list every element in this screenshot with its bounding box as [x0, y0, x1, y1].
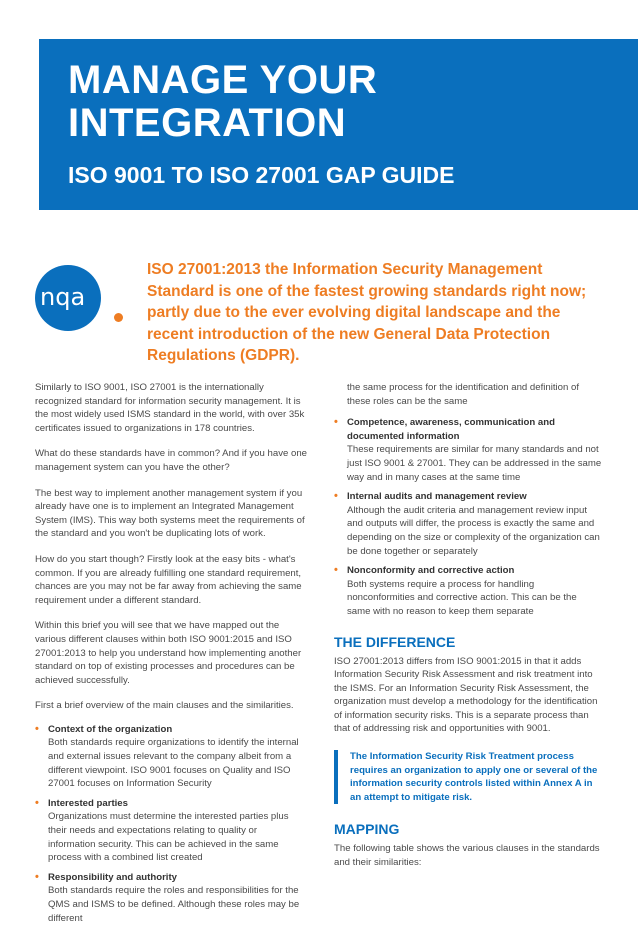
bullet-title: Context of the organization: [48, 723, 173, 735]
title-line-2: INTEGRATION: [68, 101, 347, 145]
bullet-text: Both standards require the roles and responsibilities for the QMS and ISMS to be defined. Although these roles may be different: [48, 885, 300, 924]
bullet-title: Internal audits and management review: [347, 491, 527, 503]
paragraph: Within this brief you will see that we have mapped out the various different clauses within both ISO 9001:2015 and ISO 27001:2013 to help you understand how implementing another standard on top of existing processes and procedures can be achieved successfully.: [35, 620, 302, 686]
list-item: [35, 871, 307, 925]
bullet-text: Both systems require a process for handling nonconformities and corrective action. This can be the same with no reason to keep them separate: [347, 578, 577, 617]
list-item: [35, 723, 307, 791]
bullet-icon: •: [35, 722, 39, 735]
left-column: [35, 381, 307, 931]
list-item: [35, 797, 307, 865]
list-item: [334, 564, 602, 618]
mapping-text: The following table shows the various clauses in the standards and their similarities:: [334, 843, 600, 869]
paragraph: What do these standards have in common? And if you have one management system can you have the other?: [35, 448, 307, 473]
header-banner: [39, 39, 638, 210]
bullet-icon: •: [334, 564, 338, 577]
difference-text: ISO 27001:2013 differs from ISO 9001:2015 in that it adds Information Security Risk Assessment and risk treatment into the ISMS. For an Information Security Risk Assessment, the organization must develop a methodology for the identification of information security risks. This is a separate process than that of addressing risk and opportunities with 9001.: [334, 655, 598, 735]
intro-statement: ISO 27001:2013 the Information Security Management Standard is one of the fastest growing standards right now; partly due to the ever evolving digital landscape and the recent introduction of the new General Data Protection Regulations (GDPR).: [147, 261, 587, 364]
difference-heading: THE DIFFERENCE: [334, 633, 456, 650]
bullet-text: These requirements are similar for many standards and not just ISO 9001 & 27001. They can be addressed in the same way and in many cases at the same time: [347, 444, 602, 483]
continuation-text: the same process for the identification and definition of these roles can be the same: [347, 382, 579, 407]
callout-text: The Information Security Risk Treatment process requires an organization to apply one or several of the information security controls listed within Annex A in an attempt to mitigate risk.: [350, 751, 598, 803]
nqa-logo-dot: [114, 313, 123, 322]
bullet-title: Nonconformity and corrective action: [347, 565, 515, 577]
bullet-title: Interested parties: [48, 797, 128, 809]
bullet-title: Competence, awareness, communication and documented information: [347, 417, 555, 442]
bullet-text: Although the audit criteria and management review input and outputs will differ, the process is exactly the same and depending on the size or complexity of the organization can be done together or separately: [347, 504, 600, 557]
callout-quote: [334, 750, 602, 804]
page-title: [68, 59, 377, 145]
nqa-logo-text: nqa: [40, 283, 86, 311]
list-item: [334, 416, 602, 484]
bullet-icon: •: [334, 490, 338, 503]
bullet-text: Both standards require organizations to identify the internal and external issues relevant to the company albeit from a different viewpoint. ISO 9001 focuses on Quality and ISO 27001 focuses on Information Security: [48, 737, 299, 790]
title-line-1: MANAGE YOUR: [68, 58, 378, 102]
callout-bar: [334, 750, 338, 804]
bullet-text: Organizations must determine the interested parties plus their needs and expectations relating to quality or information security. This can be achieved in the same process with a combined list created: [48, 811, 289, 864]
page-subtitle: ISO 9001 TO ISO 27001 GAP GUIDE: [68, 162, 455, 188]
paragraph: Similarly to ISO 9001, ISO 27001 is the internationally recognized standard for information security management. It is the most widely used ISMS standard in the world, with over 35k certificates issued to organizations in 178 countries.: [35, 382, 305, 434]
paragraph: How do you start though? Firstly look at the easy bits - what's common. If you are already fulfilling one standard requirement, chances are you may not be far away from achieving the same requirement under a different standard.: [35, 553, 302, 606]
bullet-icon: •: [334, 416, 338, 429]
mapping-heading: MAPPING: [334, 821, 400, 838]
list-item: [334, 490, 602, 558]
bullet-icon: •: [35, 796, 39, 809]
bullet-title: Responsibility and authority: [48, 871, 177, 883]
paragraph: The best way to implement another management system if you already have one is to implement an Integrated Management System (IMS). This way both systems meet the requirements of the standard and you won't be duplicating lots of work.: [35, 487, 305, 540]
paragraph: First a brief overview of the main clauses and the similarities.: [35, 700, 294, 712]
right-column: [334, 381, 602, 870]
bullet-icon: •: [35, 870, 39, 883]
